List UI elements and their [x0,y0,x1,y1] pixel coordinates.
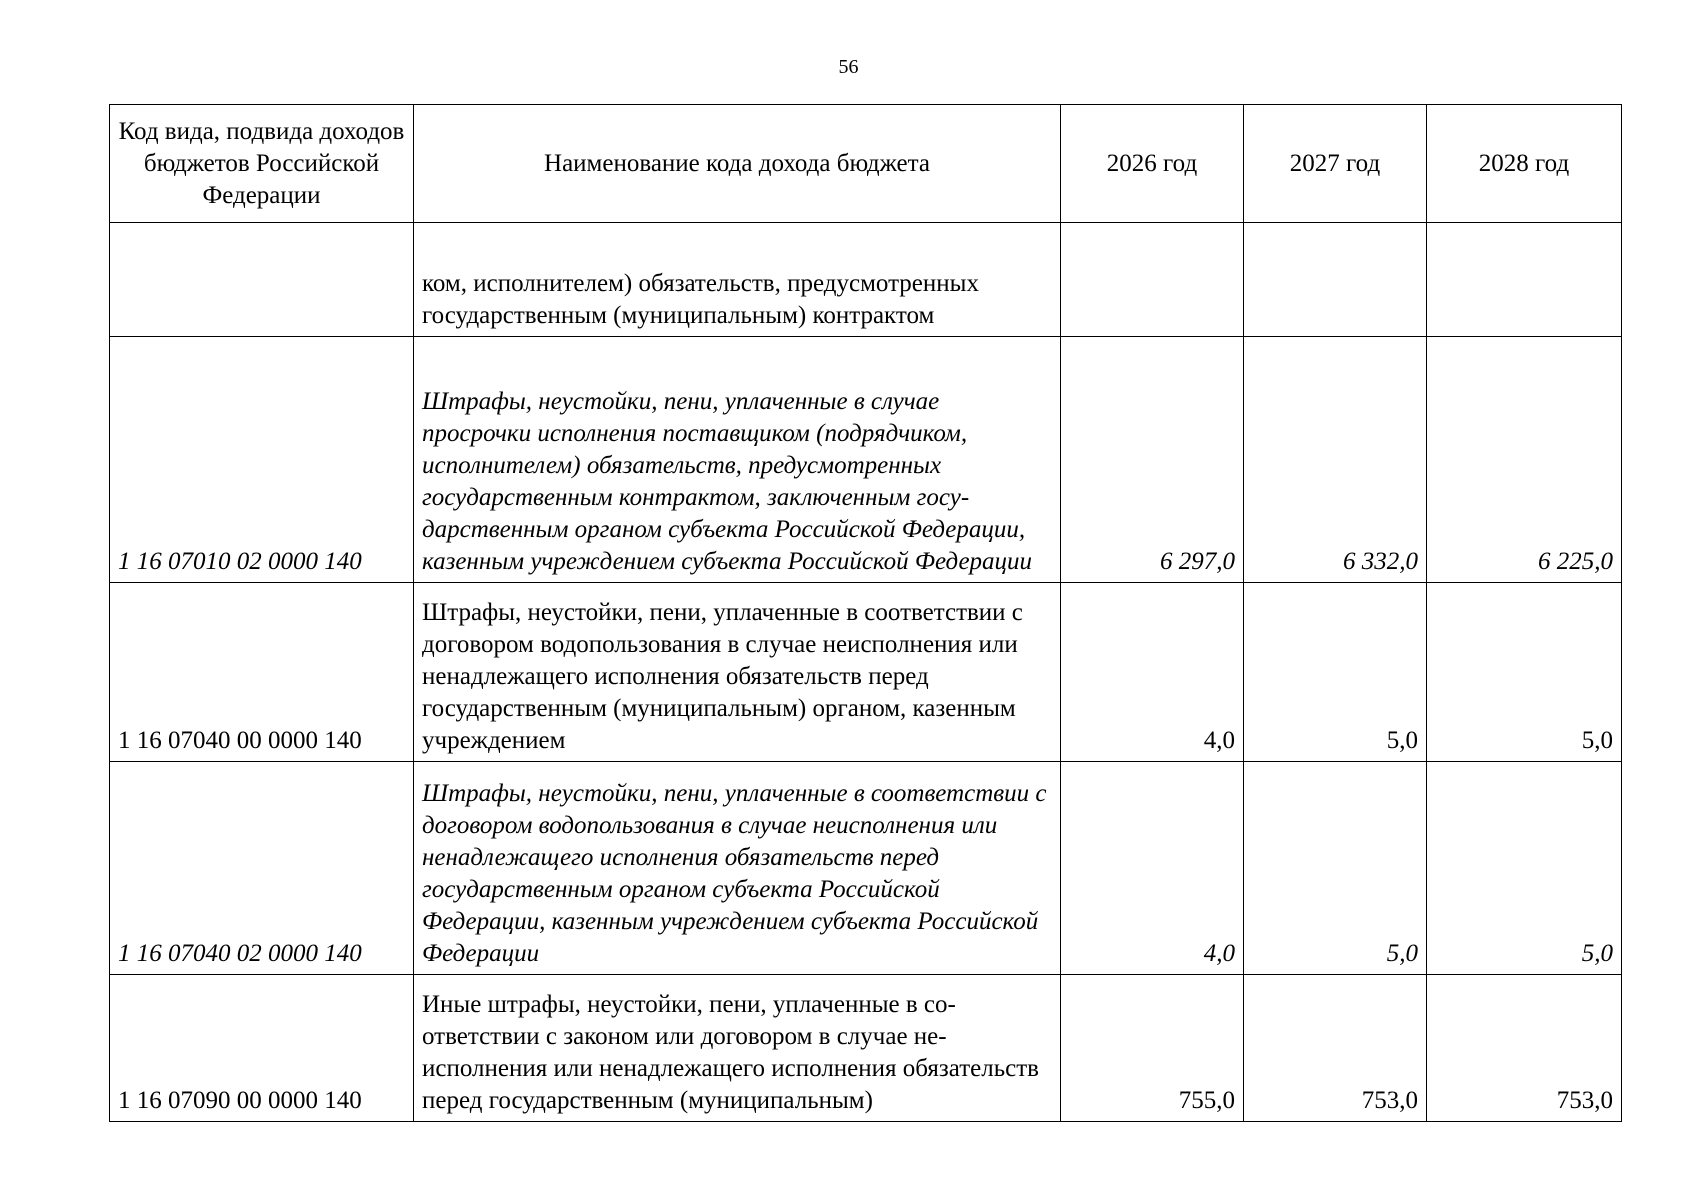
row-value-2027: 5,0 [1244,583,1427,762]
header-year-2026: 2026 год [1061,105,1244,223]
revenue-table [109,104,1622,1122]
row-code: 1 16 07040 00 0000 140 [110,583,414,762]
table-row [110,762,1622,975]
row-value-2027: 753,0 [1244,975,1427,1122]
header-name: Наименование кода дохода бюджета [414,105,1061,223]
row-name: Штрафы, неустойки, пени, уплаченные в соответствии с договором водопользования в случае неисполнения или ненадлежащего исполнения обязательств перед государственным (муниципальным) органом, казенным учреждением [414,583,1061,762]
header-year-2027: 2027 год [1244,105,1427,223]
row-name: Иные штрафы, неустойки, пени, уплаченные в соответствии с законом или договором в случае неисполнения или ненадлежащего исполнения обязательств перед государственным (муниципальным) [414,975,1061,1122]
page-number: 56 [838,56,859,78]
row-value-2026 [1061,223,1244,337]
row-value-2028: 753,0 [1427,975,1622,1122]
row-value-2027 [1244,223,1427,337]
row-value-2028 [1427,223,1622,337]
row-name: Штрафы, неустойки, пени, уплаченные в случае просрочки исполнения поставщиком (подрядчиком, исполнителем) обязательств, предусмотренных государственным контрактом, заключенным государственным органом субъекта Российской Федерации, казенным учреждением субъекта Российской Федерации [414,337,1061,583]
row-value-2028: 6 225,0 [1427,337,1622,583]
table-row [110,337,1622,583]
table-row [110,223,1622,337]
header-code: Код вида, подвида доходов бюджетов Российской Федерации [110,105,414,223]
table-row [110,975,1622,1122]
row-name: Штрафы, неустойки, пени, уплаченные в соответствии с договором водопользования в случае неисполнения или ненадлежащего исполнения обязательств перед государственным органом субъекта Российской Федерации, казенным учреждением субъекта Российской Федерации [414,762,1061,975]
table-row [110,583,1622,762]
row-value-2026: 4,0 [1061,762,1244,975]
row-value-2028: 5,0 [1427,583,1622,762]
row-name: ком, исполнителем) обязательств, предусмотренных государственным (муниципальным) контрактом [414,223,1061,337]
row-code [110,223,414,337]
row-code: 1 16 07040 02 0000 140 [110,762,414,975]
row-value-2026: 755,0 [1061,975,1244,1122]
header-year-2028: 2028 год [1427,105,1622,223]
row-value-2026: 6 297,0 [1061,337,1244,583]
row-value-2028: 5,0 [1427,762,1622,975]
row-code: 1 16 07010 02 0000 140 [110,337,414,583]
row-value-2027: 6 332,0 [1244,337,1427,583]
row-value-2026: 4,0 [1061,583,1244,762]
row-code: 1 16 07090 00 0000 140 [110,975,414,1122]
table-header-row [110,105,1622,223]
row-value-2027: 5,0 [1244,762,1427,975]
